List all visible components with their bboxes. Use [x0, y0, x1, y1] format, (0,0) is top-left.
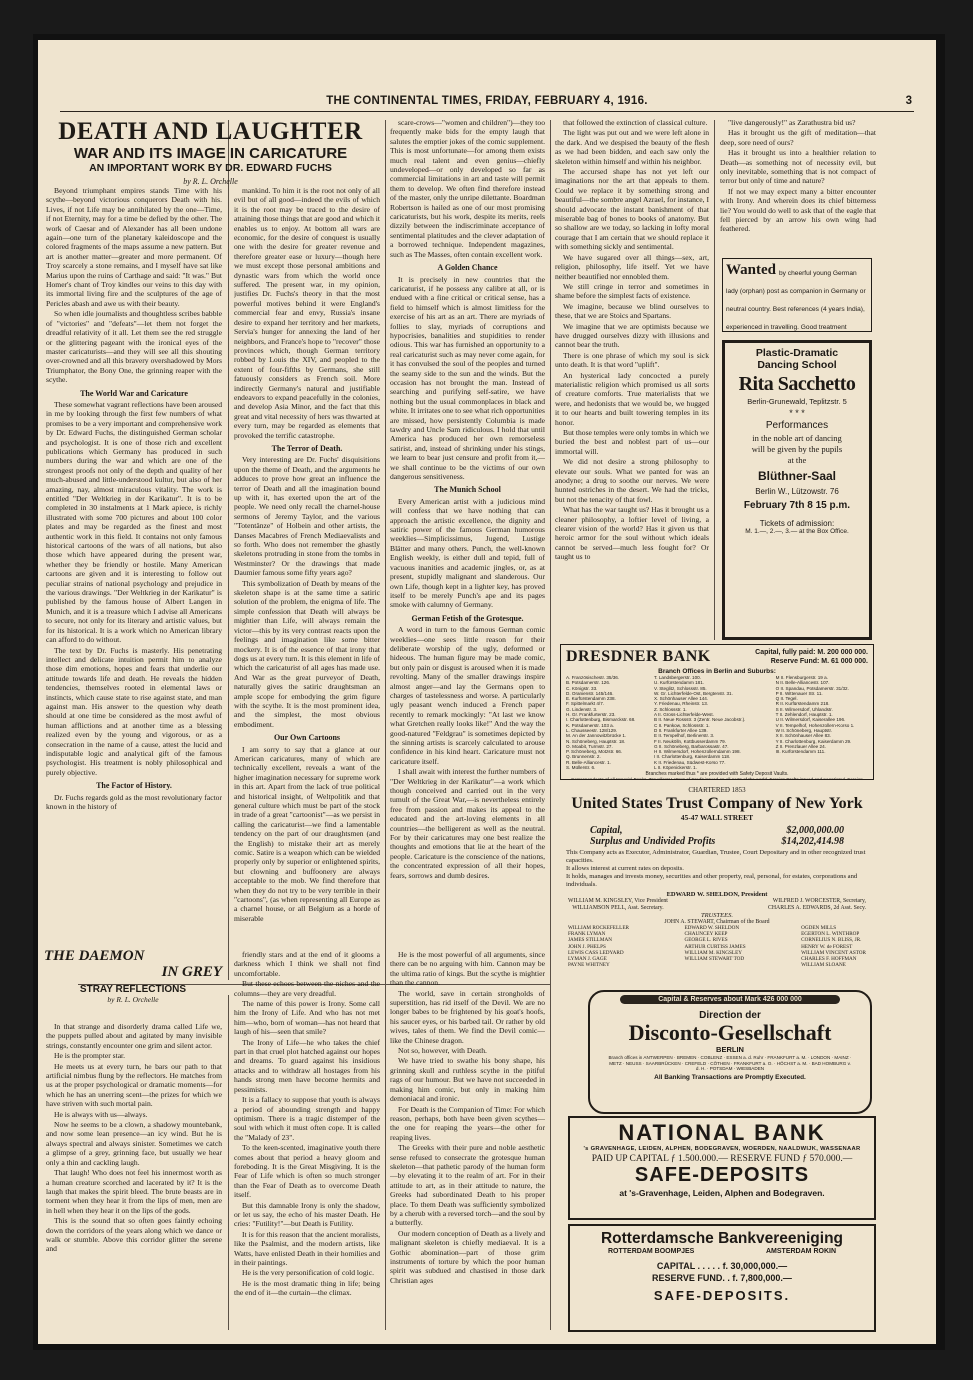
branch-entry: R. Belle-Alliancestr. 1. — [566, 759, 611, 765]
ustrust-capital-value: $2,000,000.00 — [786, 825, 844, 836]
paragraph: An hysterical lady concocted a purely materialistic religion which promised us all sorts of creature comforts. True materialists that we were, and hedonists that we would be, we hugged it to our hearts and built towering temples in its honor. — [555, 370, 709, 427]
paragraph: I shall await with interest the further numbers of "Der Weltkrieg in der Karikatur"—a work which though conceived and carried out in the very tumult of the Great War,—is nevertheless entirely free from passion and makes its appeal to the educated and the art-loving elements in all countries—the belligerent as well as the neutral. For by their caricatures may one best realize the thoughts and emotions that lie at the heart of the people. Caricature is the conscience of the nations, the concentrated expression of all their hopes, fears, sorrows and dumb desires. — [390, 767, 545, 880]
main-subhead: WAR AND ITS IMAGE IN CARICATURE — [73, 145, 348, 162]
paragraph: But this damnable Irony is only the shadow, or let us say, the echo of his master Death. He cries: "Futility!"—but Death is Futility. — [234, 1200, 380, 1229]
daemon-column-2 — [234, 950, 380, 1330]
dresdner-header — [566, 648, 868, 668]
national-safe-deposits: SAFE-DEPOSITS — [634, 1164, 810, 1186]
rotterdam-safe-deposits: SAFE-DEPOSITS. — [653, 1288, 791, 1303]
branch-entry: S II. Wilmersdorf, Uhlandstr. — [775, 706, 833, 712]
paragraph: The world, save in certain strongholds of superstition, has rid itself of the Devil. We are no longer babes to be frightened by his goat's hoofs, his saucer eyes, or his barbed tail. Or rather by old wives, tales of them. We find the Devil comic—like the Chinese dragon. — [390, 988, 545, 1045]
paragraph: Our modern conception of Death as a lively and malignant skeleton is chiefly mediaeval. It is a Gothic abomination—part of those grim instruments of torture by which the poor human spirit was subdued and chastised in those dark Christian ages — [390, 1228, 545, 1285]
paragraph: That laugh! Who does not feel his innermost worth as a human creature scorched and lacerated by it? It is the laugh that makes the spirit bleed. The brute beasts are in torment when they hear it from the lips of men, men are in hell when they hear it on the lips of the gods. — [46, 1168, 222, 1215]
ustrust-chairman: JOHN A. STEWART, Chairman of the Board — [664, 919, 770, 925]
national-cities: 's GRAVENHAGE, LEIDEN, ALPHEN, BODEGRAVEN, WOERDEN, NAALDWIJK, WASSENAAR — [583, 1146, 861, 1152]
trustee-name: HENRY W. de FOREST — [801, 943, 853, 950]
paragraph: He is always with us—always. — [54, 1109, 148, 1119]
branch-entry: L II. Köpenickerstr. 1. — [654, 765, 697, 771]
branch-entry: K. Potsdamerstr. 103 a. — [566, 722, 615, 728]
article-column-5 — [720, 118, 876, 252]
trustee-name: LEWIS CASS LEDYARD — [568, 949, 624, 956]
branch-entry: S. Müllerstr. 6. — [566, 765, 596, 771]
section-heading: The Terror of Death. — [271, 443, 343, 453]
branch-entry: D II. Frankfurter Allee 139. — [654, 727, 708, 733]
daemon-title-2: IN GREY — [161, 964, 222, 980]
branch-entry: Y II. Charlottenburg, Kaiserdamm 29. — [775, 738, 852, 744]
paragraph: He is the most powerful of all arguments, since there can be no arguing with him. Cannon may be the ultima ratio of kings. But the scythe is mightier than the cannon. — [390, 950, 545, 988]
section-heading: The Munich School — [434, 485, 501, 495]
paragraph: "live dangerously!" as Zarathustra bid us? — [728, 118, 856, 127]
branch-entry: A. Französischestr. 35/36. — [566, 675, 620, 680]
dance-ad-desc-1: in the noble art of dancing — [752, 433, 842, 443]
rotterdam-city-1: ROTTERDAM BOOMPJES — [608, 1248, 695, 1255]
disconto-city: BERLIN — [716, 1045, 744, 1054]
paragraph: He is the prompter star. — [54, 1051, 126, 1061]
national-capital: PAID UP CAPITAL ƒ 1.500.000.— RESERVE FUND ƒ 570.000.— — [591, 1154, 853, 1164]
main-headline: DEATH AND LAUGHTER — [58, 118, 363, 145]
branch-entry: B. Potsdamerstr. 126. — [566, 680, 611, 686]
paragraph: that followed the extinction of classical culture. — [563, 118, 708, 127]
branch-entry: D. Oranienstr. 145/146. — [566, 690, 614, 696]
ustrust-surplus-label: Surplus and Undivided Profits — [590, 836, 716, 847]
paragraph: We did not desire a strong philosophy to elevate our souls. What we panted for was an anodyne; a drug to soothe our nerves. We were hunted ostriches in the desert. We had the tricks, but not the tenacity of that fowl. — [555, 457, 709, 504]
disconto-direction: Direction der — [699, 1010, 761, 1021]
ustrust-p1: This Company acts as Executor, Administrator, Guardian, Trustee, Court Depositary and in other recognized trust capacities. — [566, 849, 866, 864]
paragraph: Very interesting are Dr. Fuchs' disquisitions upon the theme of Death, and the arguments he adduces to prove how great an influence the terror of Death and all the imagination bound up with it, has exerted upon the art of the people. We need only recall the charnel-house sermons of Jeremy Taylor, and the various "Totentänze" of Holbein and other artists, the Danses Macabres of French Mediaevalists and so forth. Who does not remember the ghastly skeletons protruding in stone from the tombs in Westminster? Or the drawings that made Daumier famous some fifty years ago? — [234, 455, 380, 578]
dance-ad-line-1: Plastic-Dramatic — [755, 347, 839, 359]
rotterdam-bank-ad — [568, 1224, 876, 1332]
main-headline-block — [38, 118, 383, 186]
trustee-name: JAMES STILLMAN — [568, 937, 612, 944]
daemon-byline: by R. L. Orchelle — [107, 995, 159, 1004]
paragraph: Now he seems to be a clown, a shadowy mountebank, and now some lean presence—an icy wind. But he is always spectral and always sinister. Sometimes we catch a glimpse of a grey, grinning face, but usually we hear only a thin and cackling laugh. — [46, 1120, 222, 1167]
wanted-word: Wanted — [726, 262, 777, 278]
branch-entry: C. Königstr. 33. — [566, 685, 598, 691]
dresdner-footer-1: Branches marked thus * are provided with Safety Deposit Vaults. — [645, 771, 789, 778]
trustee-name: PAYNE WHITNEY — [568, 962, 610, 969]
column-rule — [228, 120, 229, 980]
dance-ad-performances: Performances — [765, 420, 829, 431]
dance-ad-tickets-prices: M. 1.—, 2.—, 3.— at the Box Office. — [745, 528, 849, 535]
paragraph: He is the very personification of cold logic. — [242, 1268, 375, 1278]
wanted-ad — [722, 258, 872, 332]
dance-school-ad — [722, 340, 872, 640]
branch-entry: M II. Flensburgerstr. 19 a. — [775, 675, 828, 680]
rotterdam-capital: CAPITAL . . . . . f. 30,000,000.— — [656, 1261, 788, 1271]
article-column-1 — [46, 186, 222, 982]
paragraph: But these echoes between the niches and the columns—they are very dreadful. — [234, 979, 380, 998]
us-trust-ad — [560, 784, 874, 988]
ustrust-surplus-value: $14,202,414.98 — [781, 836, 844, 847]
branch-entry: F. Spittelmarkt 4/7. — [566, 701, 605, 707]
branch-entry: Q II. Tegel. — [775, 696, 798, 702]
masthead-title: THE CONTINENTAL TIMES, FRIDAY, FEBRUARY 4, 1916. — [326, 95, 648, 107]
paragraph: There is one phrase of which my soul is sick unto death. It is that word "uplift". — [555, 350, 709, 370]
ustrust-trustee-col — [568, 925, 629, 968]
ustrust-p2: It allows interest at current rates on deposits. — [566, 865, 684, 872]
paragraph: mankind. To him it is the root not only of all evil but of all good—indeed the evils of which it is the root may be traced to the desire of attaining those things that are good and which it enables us to enjoy. At bottom all wars are economic, for the desire of conquest is usually one with the desire for greater revenue and therefore greater ease or luxury—though here we must except those personal ambitions and dynastic wars from which the world once suffered. The present war, in my opinion, justifies Dr. Fuchs's theory in that the most powerful motives behind it were England's commercial fear and envy, Russia's insane desire to expand her territory and her markets, Servia's hunger for annexing the land of her neighbors, and France's hope to "recover" those provinces which, though German territory robbed by Louis the XIV, and peopled to the extent of four-fifths by Germans, she still fatuously considers as French soil. More indirectly Germany's natural and justifiable endeavors to expand peacefully in the colonies, and develop Asia Minor, and the fact that this great and vital necessity of hers was thwarted at every turn, may be regarded as elements that provoked the terrific catastrophe. — [234, 186, 380, 440]
paragraph: Beyond triumphant empires stands Time with his scythe—beyond victorious conquerors Death with his. Lives, if not Life may be annihilated by the one—Time, if not Eternity, may for a time be defied by the other. The work of Caesar and of Alexander has all been undone again—one turn of the planetary kaleidoscope and the colored fragments of the maps assume a new pattern. But art is another matter—greater and more permanent. Of Troy scarcely a stone remains, and I myself have sat like Marius upon the ruins of Carthage and said: "It was." But Homer's chant of Troy kindles our veins to this day with its immortal living fire and the sculptures of the age of Pericles abash and awe us with their beauty. — [46, 186, 222, 308]
branch-entry: Z. Schlossstr. 1. — [654, 706, 687, 712]
national-locations: at 's-Gravenhage, Leiden, Alphen and Bodegraven. — [619, 1188, 825, 1198]
paragraph: But those temples were only tombs in which we buried the best and noblest part of us—our immortal will. — [555, 428, 709, 456]
column-rule — [550, 120, 551, 1330]
rotterdam-name: Rotterdamsche Bankvereeniging — [600, 1230, 844, 1247]
branch-entry: Y. Friedenau, Rheinstr. 13. — [654, 701, 709, 707]
article-column-2 — [234, 186, 380, 982]
disconto-ad — [588, 990, 872, 1114]
branch-entry: Z II. Prenzlauer Allee 24. — [775, 743, 826, 749]
branch-entry: T. Landsbergerstr. 100. — [654, 675, 701, 680]
section-heading: Our Own Cartoons — [273, 733, 341, 743]
dance-ad-name: Rita Sacchetto — [738, 373, 856, 395]
branch-entry: G. Lindenstr. 3. — [566, 706, 598, 712]
trustee-name: WILLIAM SLOANE — [801, 962, 846, 969]
branch-entry: V II. Tempelhof, Hohenzollern-Korso 1. — [775, 722, 855, 728]
branch-entry: X. Schönhauser Allee 144. — [654, 696, 709, 702]
trustee-name: ARTHUR CURTISS JAMES — [684, 943, 746, 950]
dresdner-name: DRESDNER BANK — [566, 648, 711, 665]
dresdner-branch-list — [566, 675, 868, 770]
paragraph: For Death is the Companion of Time: For which reason, perhaps, both have been given scythes—the one for reaping the years—the other for reaping lives. — [390, 1104, 545, 1142]
column-rule — [714, 120, 715, 640]
branch-entry: E II. Tempelhof, Berlinerstr. 3. — [654, 733, 715, 739]
dresdner-reserve: Reserve Fund: M. 61 000 000. — [770, 658, 868, 665]
ustrust-name: United States Trust Company of New York — [571, 795, 863, 812]
trustee-name: CHAUNCEY KEEP — [684, 931, 728, 938]
paragraph: In that strange and disorderly drama called Life we, the puppets pulled about and agitated by many invisible strings, constantly encounter one grim and silent actor. — [46, 1022, 222, 1050]
daemon-subtitle: STRAY REFLECTIONS — [79, 984, 187, 995]
main-subhead-2: AN IMPORTANT WORK BY DR. EDWARD FUCHS — [89, 162, 332, 174]
paragraph: We still cringe in terror and sometimes in shame before the simplest facts of existence. — [555, 281, 709, 301]
dance-ad-title — [725, 347, 869, 371]
paragraph: The name of this power is Irony. Some call him the Irony of Life. And who has not met him—who, born of woman—has not heard that laugh of his—seen that smile? — [234, 999, 380, 1037]
paragraph: The Greeks with their pure and noble aesthetic sense refused to consecrate the grotesque human skeleton—that pathetic parody of the human form—by elevating it to the realm of art. For in their attitude to art, as in their attitude to nature, the Greeks had subordinated Death to his proper place. To them Death was sufficiently symbolized by a cherub with a reversed torch—and the soul by a butterfly. — [390, 1143, 545, 1228]
paragraph: The accursed shape has not yet left our imaginations nor the art that appeals to them. Could we replace it by something strong and beautiful—the sombre angel Azrael, for instance, I should advocate the instant banishment of that miserable bag of bones to books of anatomy. But so shallow are we today, so lacking in lofty moral courage that I am certain that we should replace it with something sickly and sentimental. — [555, 167, 709, 252]
ustrust-capital-row — [560, 825, 874, 836]
dresdner-footer-2: Correspondents of all Imperial Banks. Travellers' Letters of Credit issued on all parts of the world. Foreign Drafts issued and negotiated. Foreign — [571, 777, 863, 780]
trustee-name: LYMAN J. GAGE — [568, 956, 607, 963]
ustrust-trustees-head: TRUSTEES. — [701, 912, 733, 919]
branch-entry: H. Gr. Frankfurterstr. 23. — [566, 712, 616, 718]
ustrust-vp: WILLIAM M. KINGSLEY, Vice President — [568, 898, 668, 904]
branch-entry: H II. Wilmersdorf, Hohenzollerndamm 198. — [654, 749, 741, 755]
paragraph: Dr. Fuchs regards gold as the most revolutionary factor known in the history of — [46, 792, 222, 811]
section-heading: The World War and Caricature — [80, 388, 188, 398]
branch-entry: U II. Wilmersdorf, Kaiserallee 196. — [775, 717, 846, 723]
section-heading: German Fetish of the Grotesque. — [411, 613, 524, 623]
dresdner-branch-col — [654, 675, 772, 770]
branch-entry: C II. Pankow, Schlossstr. 1. — [654, 722, 710, 728]
dance-ad-tickets-head: Tickets of admission: — [759, 519, 835, 528]
daemon-headline-block — [44, 948, 222, 1004]
trustee-name: WILLIAM ROCKEFELLER — [568, 925, 629, 931]
trustee-name: WILLIAM M. KINGSLEY — [684, 949, 743, 956]
paragraph: The Irony of Life—he who takes the chief part in that cruel plot hatched against our hopes and dreams. To guard against his insidious attacks and to withdraw all hostages from his hands strong men have become hermits and pessimists. — [234, 1037, 380, 1094]
national-bank-ad — [568, 1116, 876, 1220]
paragraph: The text by Dr. Fuchs is masterly. His penetrating intellect and delicate intuition permit him to analyze those dim emotions, hopes and fears that underlie our attitude towards life and death. He reveals the hidden tendencies, themselves rooted in elemental laws or instincts, which cause state to rise against state, and man against man. His answer to the question why death should at one time be considered as the most awful of human afflictions and at another time as a blessing realized even by the young and vigorous, or as a consecration in the name of a cause, attest the lucid and indisputable logic and analytical gift of the famous psychologist. His treatment is nobly philosophical and purely objective. — [46, 645, 222, 777]
paragraph: These somewhat vagrant reflections have been aroused in me by looking through the first few numbers of what promises to be a very important and comprehensive work by Dr. Edward Fuchs, the distinguished German scholar and psychologist. It is one of those rich and excellent publications which Germany has produced in such numbers during the war and which are one of the strongest proofs not only of the depth and quality of her much-abused and little-understood kultur, but also of her amazing, nay, almost miraculous vitality. The work is entitled "Der Weltkrieg in der Karikatur". It is to be completed in 30 instalments at 1 Mark apiece, is richly illustrated with some 700 pictures and about 100 color plates and may be regarded as the finest and most authentic work in this field. It contains not only famous historical cartoons of the wars of all nations, but also those which have appeared during the present war, whether they be friendly or hostile. Many American cartoons are given and it is interesting to follow out peculiar strains of national psychology and prejudice in the various drawings. "Der Weltkrieg in der Karikatur" is published by the famous house of Albert Langen in Munich, and it is a treasure which I advise all Americans to secure, not only for its literary and artistic values, but for its historical. It is a work which no American library can afford to do without. — [46, 399, 222, 645]
rotterdam-cities — [570, 1248, 874, 1255]
branch-entry: K II. Friedenau, Südwest-Korso 77. — [654, 759, 726, 765]
ustrust-chartered: CHARTERED 1853 — [688, 786, 746, 794]
paragraph: If not we may expect many a bitter encounter with Irony. And wherein does its chief bitterness lie? You would do well to ask that of the eagle that fell pierced by an arrow his own wing had feathered. — [720, 186, 876, 234]
paragraph: We imagine that we are optimists because we have drugged ourselves dizzy with illusions and cannot bear the truth. — [555, 321, 709, 350]
dance-ad-desc-2: will be given by the pupils — [751, 444, 843, 454]
branch-entry: P II. Wittenauer Str. 11. — [775, 690, 823, 696]
trustee-name: CHARLES F. HOFFMAN — [801, 956, 857, 963]
paragraph: It is a fallacy to suppose that youth is always a period of abounding strength and happy optimism. There is a tragic distemper of the soul with which it must often cope. It is called the "Malady of 23". — [234, 1095, 380, 1142]
branch-entry: E. Kurfürstendamm 238. — [566, 696, 616, 702]
dresdner-branch-col — [566, 675, 650, 770]
trustee-name: EDWARD W. SHELDON — [684, 925, 740, 931]
paragraph: Has it brought us into a healthier relation to Death—as something not of necessity evil, but only inevitable, something that is not compact of terror but only of time and nature? — [720, 148, 876, 186]
branch-entry: M. An der Jannowitzbrücke 1. — [566, 733, 627, 739]
ustrust-trustee-col — [685, 925, 746, 968]
branch-entry: I. Charlottenburg, Bismarckstr. 68. — [566, 717, 636, 723]
paragraph: He is the most dramatic thing in life; being the end of it—the curtain—the climax. — [234, 1278, 380, 1298]
paragraph: scare-crows—"women and children")—they too frequently make bids for the empty laugh that salutes the emptier jokes of the comic supplement. This is most unfortunate—for among them exists much real talent and even genius—chiefly undeveloped—or only developed so far as commercial limitations in art and taste will permit them to develop. We often find therefore instead of the master, only the unripe dilettante. Boardman Robertson is hailed as one of our most promising caricaturists, but his work, despite its merits, reels dizzily between the indiscriminate acceptance of sentimental platitudes and the clever adaptation of a borrowed technique. Independent magazines, such as The Masses, often contain excellent work. — [390, 118, 545, 259]
paragraph: Has it brought us the gift of meditation—that deep, sore need of ours? — [720, 128, 876, 147]
ustrust-asst-sec-1: WILLIAMSON PELL, Asst. Secretary. — [572, 905, 664, 911]
paragraph: So when idle journalists and thoughtless scribes babble of "victories" and "defeats"—let them not forget the dreadful relativity of it all. Let them see the red struggle or the glittering pageant with the ironical eyes of the master caricaturists—and they will see all this shouting over-crowned and all this bravery overshadowed by Mors Triumphator, the Bony One, the grinning reaper with the scythe. — [46, 309, 222, 385]
paragraph: This symbolization of Death by means of the skeleton shape is at the same time a satiric solution of the problem, the enigma of life. The simple confession that Death will always be mightier than Life, will always remain the victor—this by its very contrast reacts upon the feelings and imagination like some bitter mockery. It is of the essence of that irony that dogs us at every turn. It is this element in life of which the caricaturist of all ages has made use. And War as the great purveyor of Death, naturally gives the satiric draughtsman an ample scope for embodying the grim figure with the scythe. It is the most prominent idea, and the simplest, the most obvious embodiment. — [234, 578, 380, 729]
paragraph: We have sugared over all things—sex, art, religion, philosophy, life itself. Yet we have neither beautified nor ennobled them. — [555, 252, 709, 281]
branch-entry: W. Gr. Lichterfelde-Ost, Bergtenstr. 31. — [654, 690, 733, 696]
ustrust-capital-label: Capital, — [590, 825, 623, 836]
branch-entry: Q. Brunnenstr. 2. — [566, 754, 601, 760]
trustee-name: WILLIAM STEWART TOD — [684, 956, 745, 963]
branch-entry: N. Schöneberg, Hauptstr. 18. — [566, 738, 626, 744]
paragraph: Every American artist with a judicious mind will confess that we have nothing that can approach the artistic excellence, the dignity and satiric power of the famous German humorous weeklies—Simplicissimus, Jugend, Lustige Blätter and many others. Punch, the well-known English weekly, is either dull and tepid, full of vacuous inanities and academic jingles, or, as at present, stupidly malignant and slanderous. Our own Life, though kept in a lighter key, has proved itself to be merely Punch's ape and its pages smoke with calumny of Germany. — [390, 496, 545, 610]
ustrust-trustee-list — [560, 925, 874, 968]
wanted-text: by cheerful young German lady (orphan) post as companion in Germany or neutral country. Best references (4 years India), experienced in travelling. Good treatment — [726, 270, 866, 331]
article-column-4 — [555, 118, 709, 638]
branch-entry: O. Moabit, Turmstr. 27. — [566, 743, 613, 749]
column-rule — [228, 995, 229, 1330]
branch-entry: A II. Gross-Lichterfelde-West. — [654, 712, 714, 718]
paragraph: This is the sound that so often goes faintly echoing down the corridors of the years along which we dance or walk or stumble. Above this corridor glitter the serene and — [46, 1216, 222, 1254]
paragraph: It is for this reason that the ancient moralists, like the Psalmist, and the modern artists, like Watts, have enlisted Death in their homilies and in their paintings. — [234, 1229, 380, 1267]
trustee-name: EGERTON L. WINTHROP — [801, 931, 860, 938]
section-heading: The Factor of History. — [96, 781, 172, 791]
dance-ad-hall-address: Berlin W., Lützowstr. 76 — [755, 487, 839, 496]
trustee-name: OGDEN MILLS — [801, 925, 837, 931]
dresdner-capital-block — [755, 648, 868, 666]
ustrust-address: 45-47 WALL STREET — [680, 813, 754, 822]
paragraph: He meets us at every turn, he bars our path to that artificial nimbus flung by the reflectors. He matches from us at the proper psychological or dramatic moments—for which he has an unerring scent—the prizes for which we have striven with such mortal pain. — [46, 1061, 222, 1109]
daemon-column-3 — [390, 950, 545, 1330]
main-byline: by R. L. Orchelle — [183, 177, 238, 186]
ustrust-sec: WILFRED J. WORCESTER, Secretary, — [772, 898, 866, 904]
dresdner-branches-head: Branch Offices in Berlin and Suburbs: — [658, 668, 776, 675]
section-heading: A Golden Chance — [437, 263, 498, 273]
disconto-banner: Capital & Reserves about Mark 426 000 000 — [620, 995, 840, 1004]
paragraph: We imagine, because we blind ourselves to these, that we are Stoics and Spartans. — [555, 301, 709, 321]
ustrust-asst-sec-2: CHARLES A. EDWARDS, 2d Asst. Secy. — [767, 905, 866, 911]
masthead — [60, 93, 914, 112]
branch-entry: V. Steglitz, Schlossstr. 85. — [654, 685, 707, 691]
branch-entry: W II. Schöneberg, Hauptstr. — [775, 727, 833, 733]
paragraph: It is precisely in new countries that the caricaturist, if he possess any calibre at all, or is endued with a fine critical or critical sense, has a field to himself which is almost limitless for the exercise of his art as an art. There are myriads of follies to slay, myriads of corruptions and hypocrisies, banalities and stupidities to render odious. This war has furnished an opportunity to a real caricaturist such as may never come again, for it has convulsed the soul of the peoples and turned the seamy side to the sun and the winds. But the occasion has not brought the man. Instead of searching and purifying self-satire, we have nothing but the usual commonplaces in black and white. It irritates one to see what rich opportunities are missed, how persistently Columbia is made tawdry and Uncle Sam ridiculous. I hold that until America has produced her own remorseless satirist, and, instead of shrinking under his stings, we learn to bear just censure and profit from it,—we shall continue to be the victims of our own dangerous sensitiveness. — [390, 274, 545, 482]
paragraph: friendly stars and at the end of it glooms a darkness which I think we shall not find uncomfortable. — [234, 950, 380, 978]
branch-entry: L. Chausseestr. 128/129. — [566, 727, 618, 733]
dance-ad-stars: * * * — [789, 408, 805, 418]
national-name: NATIONAL BANK — [618, 1120, 826, 1145]
paragraph: We have tried to swathe his bony shape, his grinning skull and ruthless scythe in the pitiful rags of our humour. But we have not succeeded in making him comic, but only in making him demoniacal and ironic. — [390, 1056, 545, 1104]
branch-entry: G II. Schöneberg, Barbarossastr. 47. — [654, 743, 729, 749]
branch-entry: I II. Charlottenburg, Kaiserdamm 118. — [654, 754, 731, 760]
column-rule — [385, 120, 386, 1330]
trustee-name: JOHN J. PHELPS — [568, 943, 606, 950]
paragraph: I am sorry to say that a glance at our American caricatures, many of which are technically excellent, reveals a want of the higher imagination necessary for supreme work in this art. Apart from the lack of true political and historical insight, of Weltpolitik and that general culture which must be part of the stock in trade of a great "cartoonist"—as we persist in calling the caricaturist—we find a lamentable tendency on the part of our draughtsmen (and the English) to mistake their art as merely comic. Satire is a weapon which can be wielded properly only by superior or enlightened spirits, but clowning and buffoonery are always acceptable to the mob. We find therefore that when they do not try to be very terrible in their "cartoons", (as when representing all Europe as a charnel house, or all Belgium as a horde of miserable — [234, 744, 380, 923]
branch-entry: R II. Kurfürstendamm 218. — [775, 701, 830, 707]
trustee-name: GEORGE L. RIVES — [684, 937, 728, 944]
dance-ad-address: Berlin-Grunewald, Teplitzstr. 5 — [747, 397, 847, 406]
daemon-title-1: THE DAEMON — [44, 948, 145, 964]
ustrust-president: EDWARD W. SHELDON, President — [666, 891, 768, 898]
dance-ad-date: February 7th 8 15 p.m. — [743, 500, 851, 511]
dance-ad-desc — [725, 433, 869, 466]
paragraph: The light was put out and we were left alone in the dark. And we despised the beauty of the flesh as we had been bidden, and each saw only the skeleton within himself and within his neighbor. — [555, 128, 709, 166]
paragraph: A word in turn to the famous German comic weeklies—one sees little reason for their deliberate worship of the ugly, deformed or hideous. The human figure may be made comic, but only pain or disgust is aroused when it is made revolting. Many of the smaller drawings inspire almost anger—and lay the Germans open to charges of tastelessness and worse. A particularly ugly peasant wench induced a French paper recently to remark mockingly: "At last we know what Gretchen really looks like!" And the way the good-natured "Feldgrau" is sometimes depicted by the sinning artists is scarcely calculated to arouse confidence in his kind heart. Caricature must not caricature itself. — [390, 625, 545, 766]
dance-ad-desc-3: at the — [787, 455, 807, 465]
trustee-name: WILLIAM VINCENT ASTOR — [801, 949, 866, 956]
paragraph: Not so, however, with Death. — [398, 1046, 487, 1056]
rotterdam-city-2: AMSTERDAM ROKIN — [766, 1248, 836, 1255]
branch-entry: F II. Neukölln, Kottbusserdamm 79. — [654, 738, 726, 744]
branch-entry: B II. Neue Rossstr. 3 (Zentr. Neue Jacobstr.). — [654, 717, 746, 723]
trustee-name: CORNELIUS N. BLISS, JR. — [801, 937, 862, 944]
ustrust-surplus-row — [560, 836, 874, 847]
daemon-column-1 — [46, 1022, 222, 1330]
branch-entry: III. Kurfürstendamm 111. — [775, 749, 826, 755]
paragraph: What has the war taught us? Has it brought us a cleaner philosophy, a loftier level of living, a clearer vision of the world? Has it given us that heroic armor for the soul without which ideals cannot be served—much less fought for? Or taught us to — [555, 505, 709, 562]
branch-entry: X II. Schönhauser Allee 83. — [775, 733, 832, 739]
trustee-name: FRANK LYMAN — [568, 931, 606, 938]
dance-ad-hall: Blüthner-Saal — [757, 469, 836, 483]
paragraph: To the keen-scented, imaginative youth there comes about that period a heavy gloom and foreboding. It is the Great Misgiving. It is the Fear of Life which is often so much stronger than the Fear of Death as to overcome Death itself. — [234, 1143, 380, 1200]
branch-entry: N II. Belle-Alliancestr. 107. — [775, 680, 830, 686]
dresdner-bank-ad — [560, 644, 874, 780]
dresdner-capital: Capital, fully paid: M. 200 000 000. — [755, 649, 868, 656]
branch-entry: P. Schöneberg, Motzstr. 66. — [566, 749, 623, 755]
ustrust-body — [560, 847, 874, 891]
branch-entry: U. Kurfürstendamm 181. — [654, 680, 705, 686]
ustrust-trustee-col — [801, 925, 866, 968]
dresdner-branch-col — [776, 675, 868, 770]
page-number: 3 — [905, 95, 912, 107]
ustrust-p3: It holds, manages and invests money, securities and other property, real, personal, for estates, corporations and individuals. — [566, 873, 858, 888]
ustrust-officers — [560, 898, 874, 912]
article-column-3 — [390, 118, 545, 982]
disconto-footer: All Banking Transactions are Promptly Executed. — [654, 1073, 806, 1081]
newspaper-page — [38, 40, 936, 1344]
disconto-branches: Branch offices in ANTWERPEN · BREMEN · COBLENZ · ESSEN a. d. Ruhr · FRANKFURT a. M. · LONDON · MAINZ · METZ · NEUSS · SAARBRÜCKEN · CREFELD · CÖTHEN · FRANKFURT a. O. · HÖCHST a. M. · BAD HOMBURG v. d. H. · POTSDAM · WIESBADEN — [608, 1055, 852, 1072]
disconto-name: Disconto-Gesellschaft — [628, 1020, 832, 1045]
rotterdam-reserve: RESERVE FUND. . f. 7,800,000.— — [652, 1273, 792, 1283]
branch-entry: O II. Spandau, Potsdamerstr. 31/32. — [775, 685, 849, 691]
dance-ad-line-2: Dancing School — [757, 359, 837, 371]
branch-entry: T II. Zehlendorf, Hauptstr. 1. — [775, 712, 833, 718]
